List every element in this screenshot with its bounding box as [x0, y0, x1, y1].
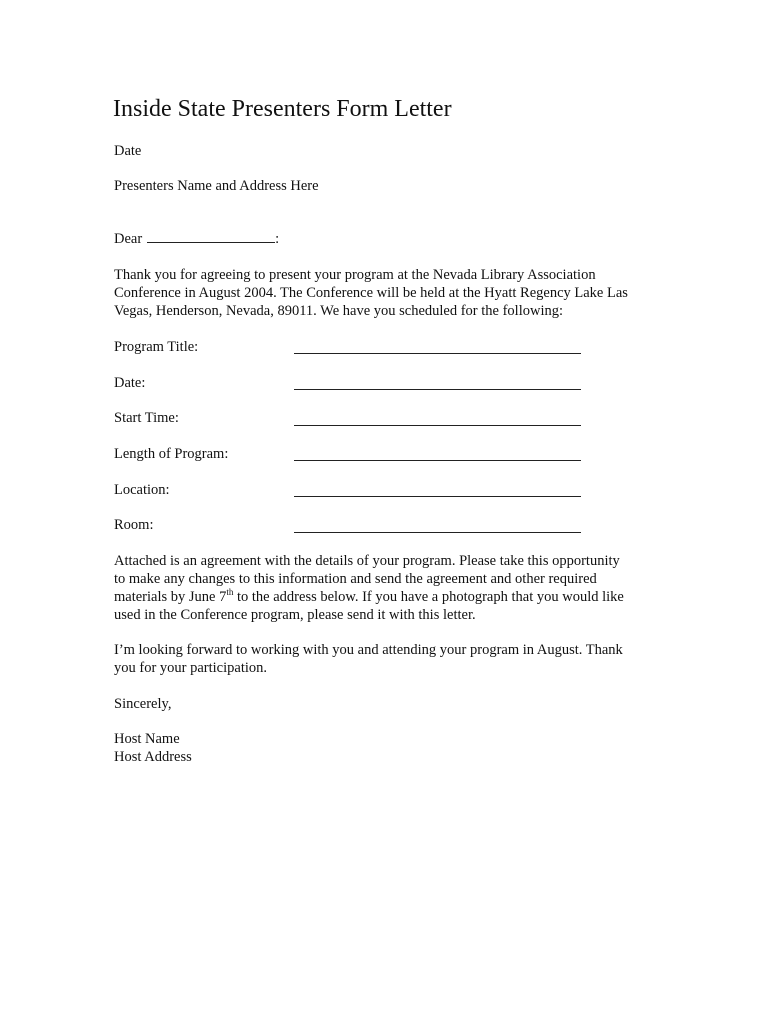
- intro-line: Conference in August 2004. The Conference will be held at the Hyatt Regency Lake Las: [114, 285, 628, 301]
- intro-line: Vegas, Henderson, Nevada, 89011. We have you scheduled for the following:: [114, 303, 564, 319]
- field-line-length[interactable]: [294, 460, 581, 461]
- salutation-word: Dear: [114, 231, 143, 247]
- attached-line: to make any changes to this information and send the agreement and other required: [114, 571, 597, 587]
- field-label-length: Length of Program:: [114, 446, 229, 462]
- field-label-location: Location:: [114, 482, 170, 498]
- date-label: Date: [114, 143, 142, 159]
- field-line-start-time[interactable]: [294, 425, 581, 426]
- closing-line: you for your participation.: [114, 660, 268, 676]
- page-title: Inside State Presenters Form Letter: [113, 96, 452, 122]
- closing-line: I’m looking forward to working with you and attending your program in August. Thank: [114, 642, 623, 658]
- field-line-location[interactable]: [294, 496, 581, 497]
- field-line-room[interactable]: [294, 532, 581, 533]
- ordinal-suffix: th: [226, 587, 234, 598]
- field-label-start-time: Start Time:: [114, 410, 179, 426]
- host-name: Host Name: [114, 731, 180, 747]
- salutation-name-blank[interactable]: [147, 230, 275, 243]
- salutation: [114, 230, 279, 248]
- attached-line: used in the Conference program, please send it with this letter.: [114, 607, 476, 623]
- attached-line: Attached is an agreement with the details of your program. Please take this opportunity: [114, 553, 620, 569]
- attached-line: [114, 588, 624, 606]
- field-label-date: Date:: [114, 375, 146, 391]
- field-line-program-title[interactable]: [294, 353, 581, 354]
- field-label-room: Room:: [114, 517, 154, 533]
- sign-off: Sincerely,: [114, 696, 172, 712]
- field-label-program-title: Program Title:: [114, 339, 199, 355]
- presenter-placeholder: Presenters Name and Address Here: [114, 178, 319, 194]
- attached-line3-start: materials by June 7: [114, 589, 227, 605]
- attached-line3-end: to the address below. If you have a photograph that you would like: [233, 589, 624, 605]
- salutation-colon: :: [275, 231, 280, 247]
- intro-line: Thank you for agreeing to present your program at the Nevada Library Association: [114, 267, 596, 283]
- host-address: Host Address: [114, 749, 192, 765]
- field-line-date[interactable]: [294, 389, 581, 390]
